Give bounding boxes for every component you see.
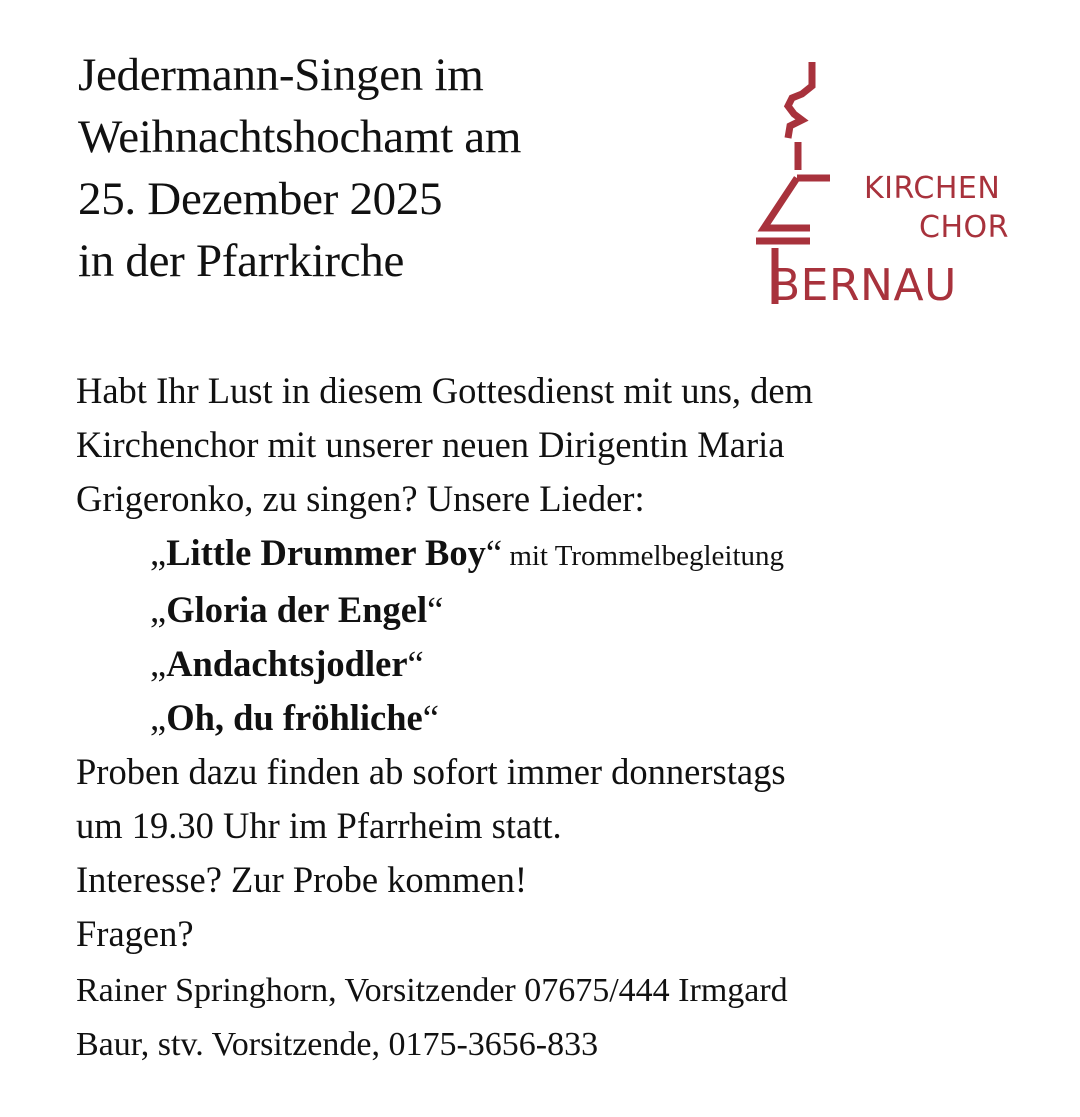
announcement-body <box>76 364 1066 961</box>
logo-text-bernau: BERNAU <box>770 260 957 311</box>
quote-close: “ <box>422 697 439 738</box>
quote-close: “ <box>407 643 424 684</box>
intro-line: Habt Ihr Lust in diesem Gottesdienst mit uns, dem <box>76 370 814 411</box>
contact-info <box>76 964 788 1072</box>
quote-open: „ <box>150 697 167 738</box>
kirchenchor-logo <box>740 58 1030 318</box>
song-title: Andachtsjodler <box>166 643 408 684</box>
rehearsal-line: Fragen? <box>76 913 194 954</box>
song-title: Little Drummer Boy <box>166 532 486 573</box>
quote-close: “ <box>485 532 503 573</box>
song-item <box>76 691 1066 745</box>
quote-close: “ <box>427 589 444 630</box>
quote-open: „ <box>150 589 167 630</box>
intro-line: Grigeronko, zu singen? Unsere Lieder: <box>76 478 645 519</box>
page-title <box>78 44 521 292</box>
song-note: mit Trommelbegleitung <box>502 540 785 572</box>
quote-open: „ <box>150 532 167 573</box>
logo-text-chor: CHOR <box>919 210 1009 245</box>
contact-line: Baur, stv. Vorsitzende, 0175-3656-833 <box>76 1026 599 1063</box>
intro-line: Kirchenchor mit unserer neuen Dirigentin Maria <box>76 424 785 465</box>
contact-line: Rainer Springhorn, Vorsitzender 07675/444 Irmgard <box>76 972 788 1009</box>
song-item <box>76 637 1066 691</box>
title-line: Weihnachtshochamt am <box>78 111 522 163</box>
song-title: Oh, du fröhliche <box>166 697 423 738</box>
title-line: in der Pfarrkirche <box>78 235 405 287</box>
quote-open: „ <box>150 643 167 684</box>
title-line: Jedermann-Singen im <box>78 49 484 101</box>
song-item <box>76 526 1066 583</box>
song-item <box>76 583 1066 637</box>
logo-text-kirchen: KIRCHEN <box>864 171 1001 206</box>
rehearsal-line: um 19.30 Uhr im Pfarrheim statt. <box>76 805 562 846</box>
rehearsal-line: Proben dazu finden ab sofort immer donnerstags <box>76 751 786 792</box>
title-line: 25. Dezember 2025 <box>78 173 443 225</box>
rehearsal-line: Interesse? Zur Probe kommen! <box>76 859 528 900</box>
song-title: Gloria der Engel <box>166 589 428 630</box>
